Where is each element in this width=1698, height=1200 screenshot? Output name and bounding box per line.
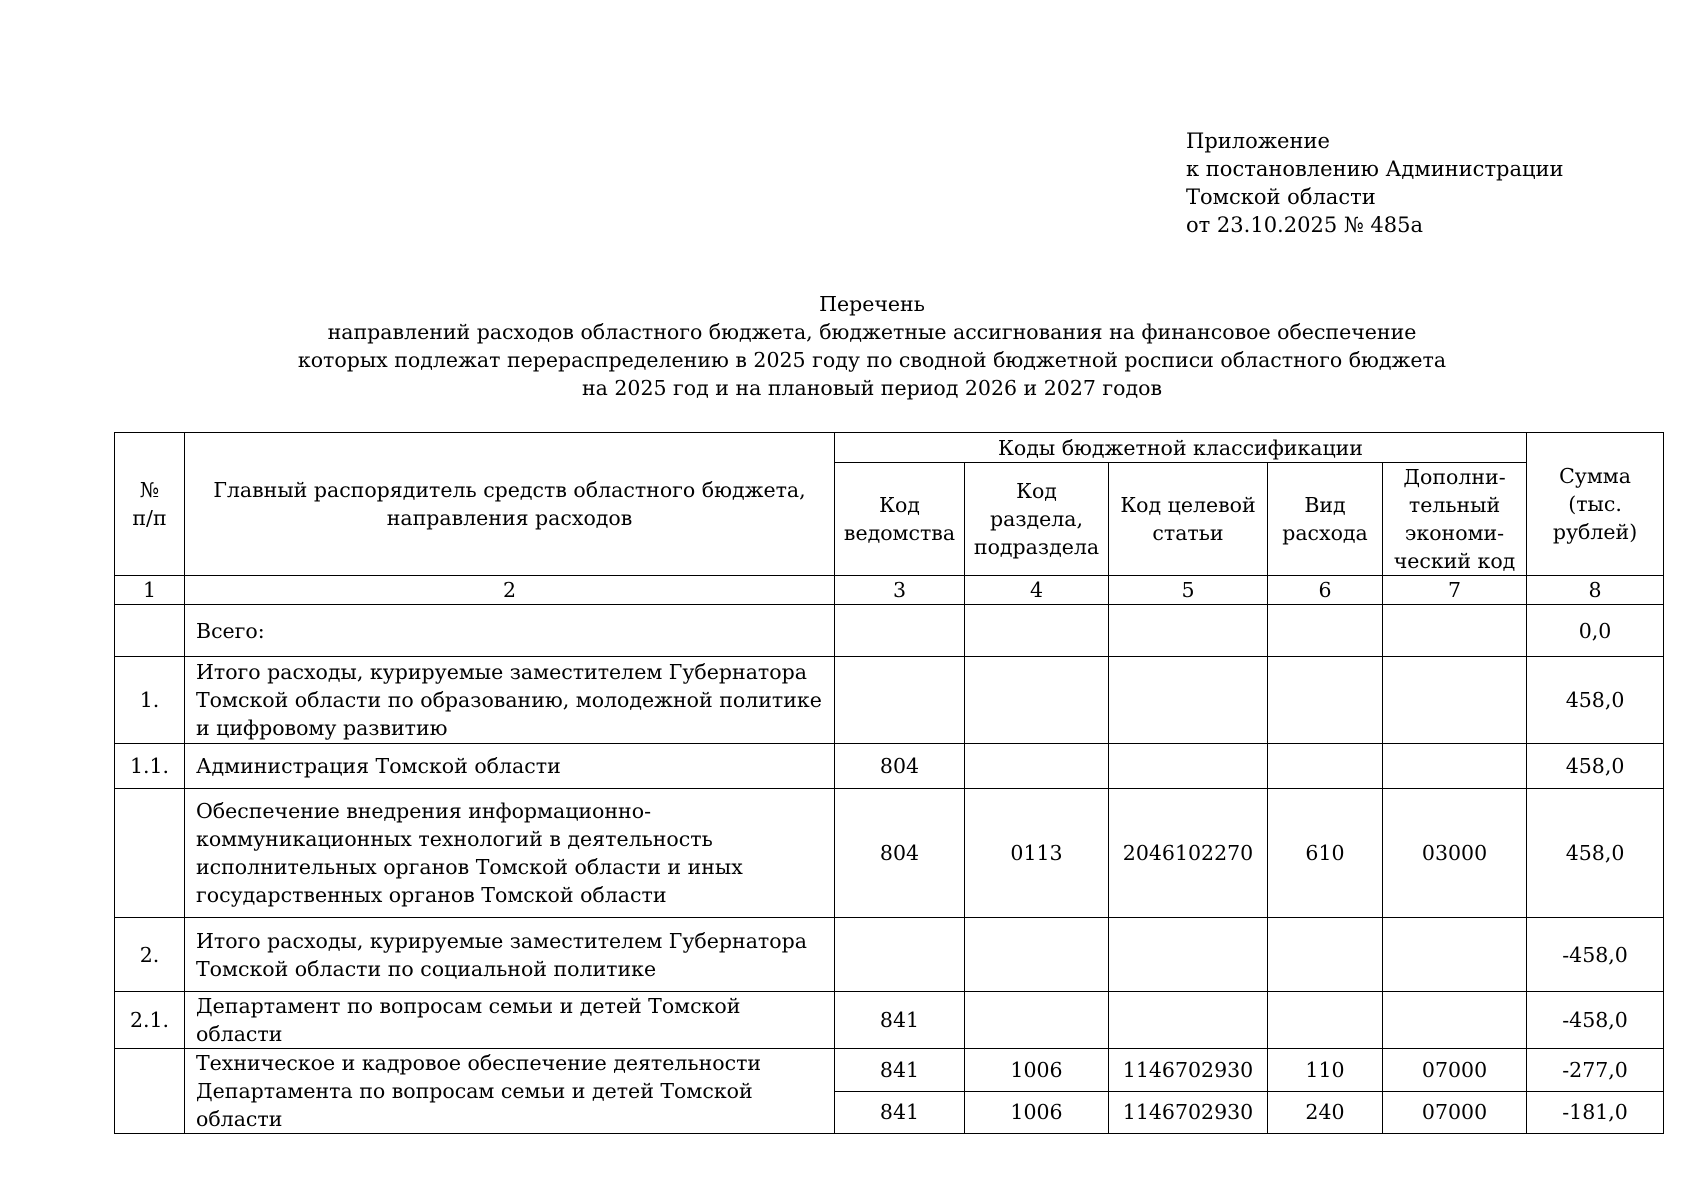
title-line: на 2025 год и на плановый период 2026 и 2027 годов	[581, 376, 1163, 400]
row-sum: -181,0	[1527, 1091, 1664, 1134]
annex-line: Томской области	[1186, 185, 1376, 209]
table-row-total	[115, 605, 1664, 657]
row-extra-code: 07000	[1383, 1091, 1527, 1134]
row-sum: -458,0	[1527, 992, 1664, 1049]
column-number-row	[115, 576, 1664, 605]
row-dept-code: 804	[835, 744, 965, 789]
row-name: Администрация Томской области	[185, 744, 835, 789]
row-section-code: 0113	[965, 789, 1109, 918]
document-title	[0, 290, 1698, 402]
table-row-department	[115, 992, 1664, 1049]
row-num: 1.1.	[115, 744, 185, 789]
header-target-code: Код целевой статьи	[1109, 463, 1268, 576]
header-dept-code: Код ведомства	[835, 463, 965, 576]
row-dept-code: 841	[835, 1049, 965, 1092]
table-row-direction	[115, 789, 1664, 918]
row-sum: 0,0	[1527, 605, 1664, 657]
annex-line: к постановлению Администрации	[1186, 157, 1564, 181]
header-extra-code: Дополни- тельный экономи- ческий код	[1383, 463, 1527, 576]
header-sum: Сумма (тыс. рублей)	[1527, 433, 1664, 576]
column-number: 6	[1268, 576, 1383, 605]
column-number: 2	[185, 576, 835, 605]
row-name: Обеспечение внедрения информационно- коммуникационных технологий в деятельность исполнительных органов Томской области и иных государственных органов Томской области	[185, 789, 835, 918]
column-number: 5	[1109, 576, 1268, 605]
row-num: 1.	[115, 657, 185, 744]
header-num: № п/п	[115, 433, 185, 576]
row-target-code: 1146702930	[1109, 1091, 1268, 1134]
table-row-group	[115, 657, 1664, 744]
budget-table	[114, 432, 1664, 1134]
row-dept-code: 841	[835, 1091, 965, 1134]
column-number: 8	[1527, 576, 1664, 605]
row-dept-code: 841	[835, 992, 965, 1049]
row-sum: 458,0	[1527, 657, 1664, 744]
row-sum: 458,0	[1527, 789, 1664, 918]
column-number: 3	[835, 576, 965, 605]
row-num: 2.	[115, 918, 185, 992]
row-dept-code: 804	[835, 789, 965, 918]
row-num	[115, 605, 185, 657]
row-target-code: 1146702930	[1109, 1049, 1268, 1092]
column-number: 1	[115, 576, 185, 605]
row-expense-type: 240	[1268, 1091, 1383, 1134]
header-expense-type: Вид расхода	[1268, 463, 1383, 576]
row-extra-code: 03000	[1383, 789, 1527, 918]
row-sum: 458,0	[1527, 744, 1664, 789]
row-name: Итого расходы, курируемые заместителем Губернатора Томской области по образованию, молодежной политике и цифровому развитию	[185, 657, 835, 744]
header-manager: Главный распорядитель средств областного бюджета, направления расходов	[185, 433, 835, 576]
column-number: 4	[965, 576, 1109, 605]
title-line: Перечень	[819, 292, 925, 316]
annex-date-line: от 23.10.2025 № 485а	[1186, 213, 1423, 237]
table-row-department	[115, 744, 1664, 789]
annex-line: Приложение	[1186, 129, 1330, 153]
row-name: Техническое и кадровое обеспечение деятельности Департамента по вопросам семьи и детей Томской области	[185, 1049, 835, 1134]
row-sum: -277,0	[1527, 1049, 1664, 1092]
row-expense-type: 110	[1268, 1049, 1383, 1092]
row-expense-type: 610	[1268, 789, 1383, 918]
title-line: которых подлежат перераспределению в 2025 году по сводной бюджетной росписи областного бюджета	[297, 348, 1447, 372]
table-row-group	[115, 918, 1664, 992]
row-target-code: 2046102270	[1109, 789, 1268, 918]
header-row	[115, 433, 1664, 463]
row-num: 2.1.	[115, 992, 185, 1049]
title-line: направлений расходов областного бюджета, бюджетные ассигнования на финансовое обеспечение	[327, 320, 1417, 344]
row-section-code: 1006	[965, 1049, 1109, 1092]
header-section-code: Код раздела, подраздела	[965, 463, 1109, 576]
row-sum: -458,0	[1527, 918, 1664, 992]
column-number: 7	[1383, 576, 1527, 605]
header-codes-group: Коды бюджетной классификации	[835, 433, 1527, 463]
row-name: Всего:	[185, 605, 835, 657]
annex-block	[1186, 127, 1564, 239]
row-extra-code: 07000	[1383, 1049, 1527, 1092]
table-row-direction	[115, 1049, 1664, 1092]
row-section-code: 1006	[965, 1091, 1109, 1134]
row-name: Департамент по вопросам семьи и детей Томской области	[185, 992, 835, 1049]
row-name: Итого расходы, курируемые заместителем Губернатора Томской области по социальной политике	[185, 918, 835, 992]
